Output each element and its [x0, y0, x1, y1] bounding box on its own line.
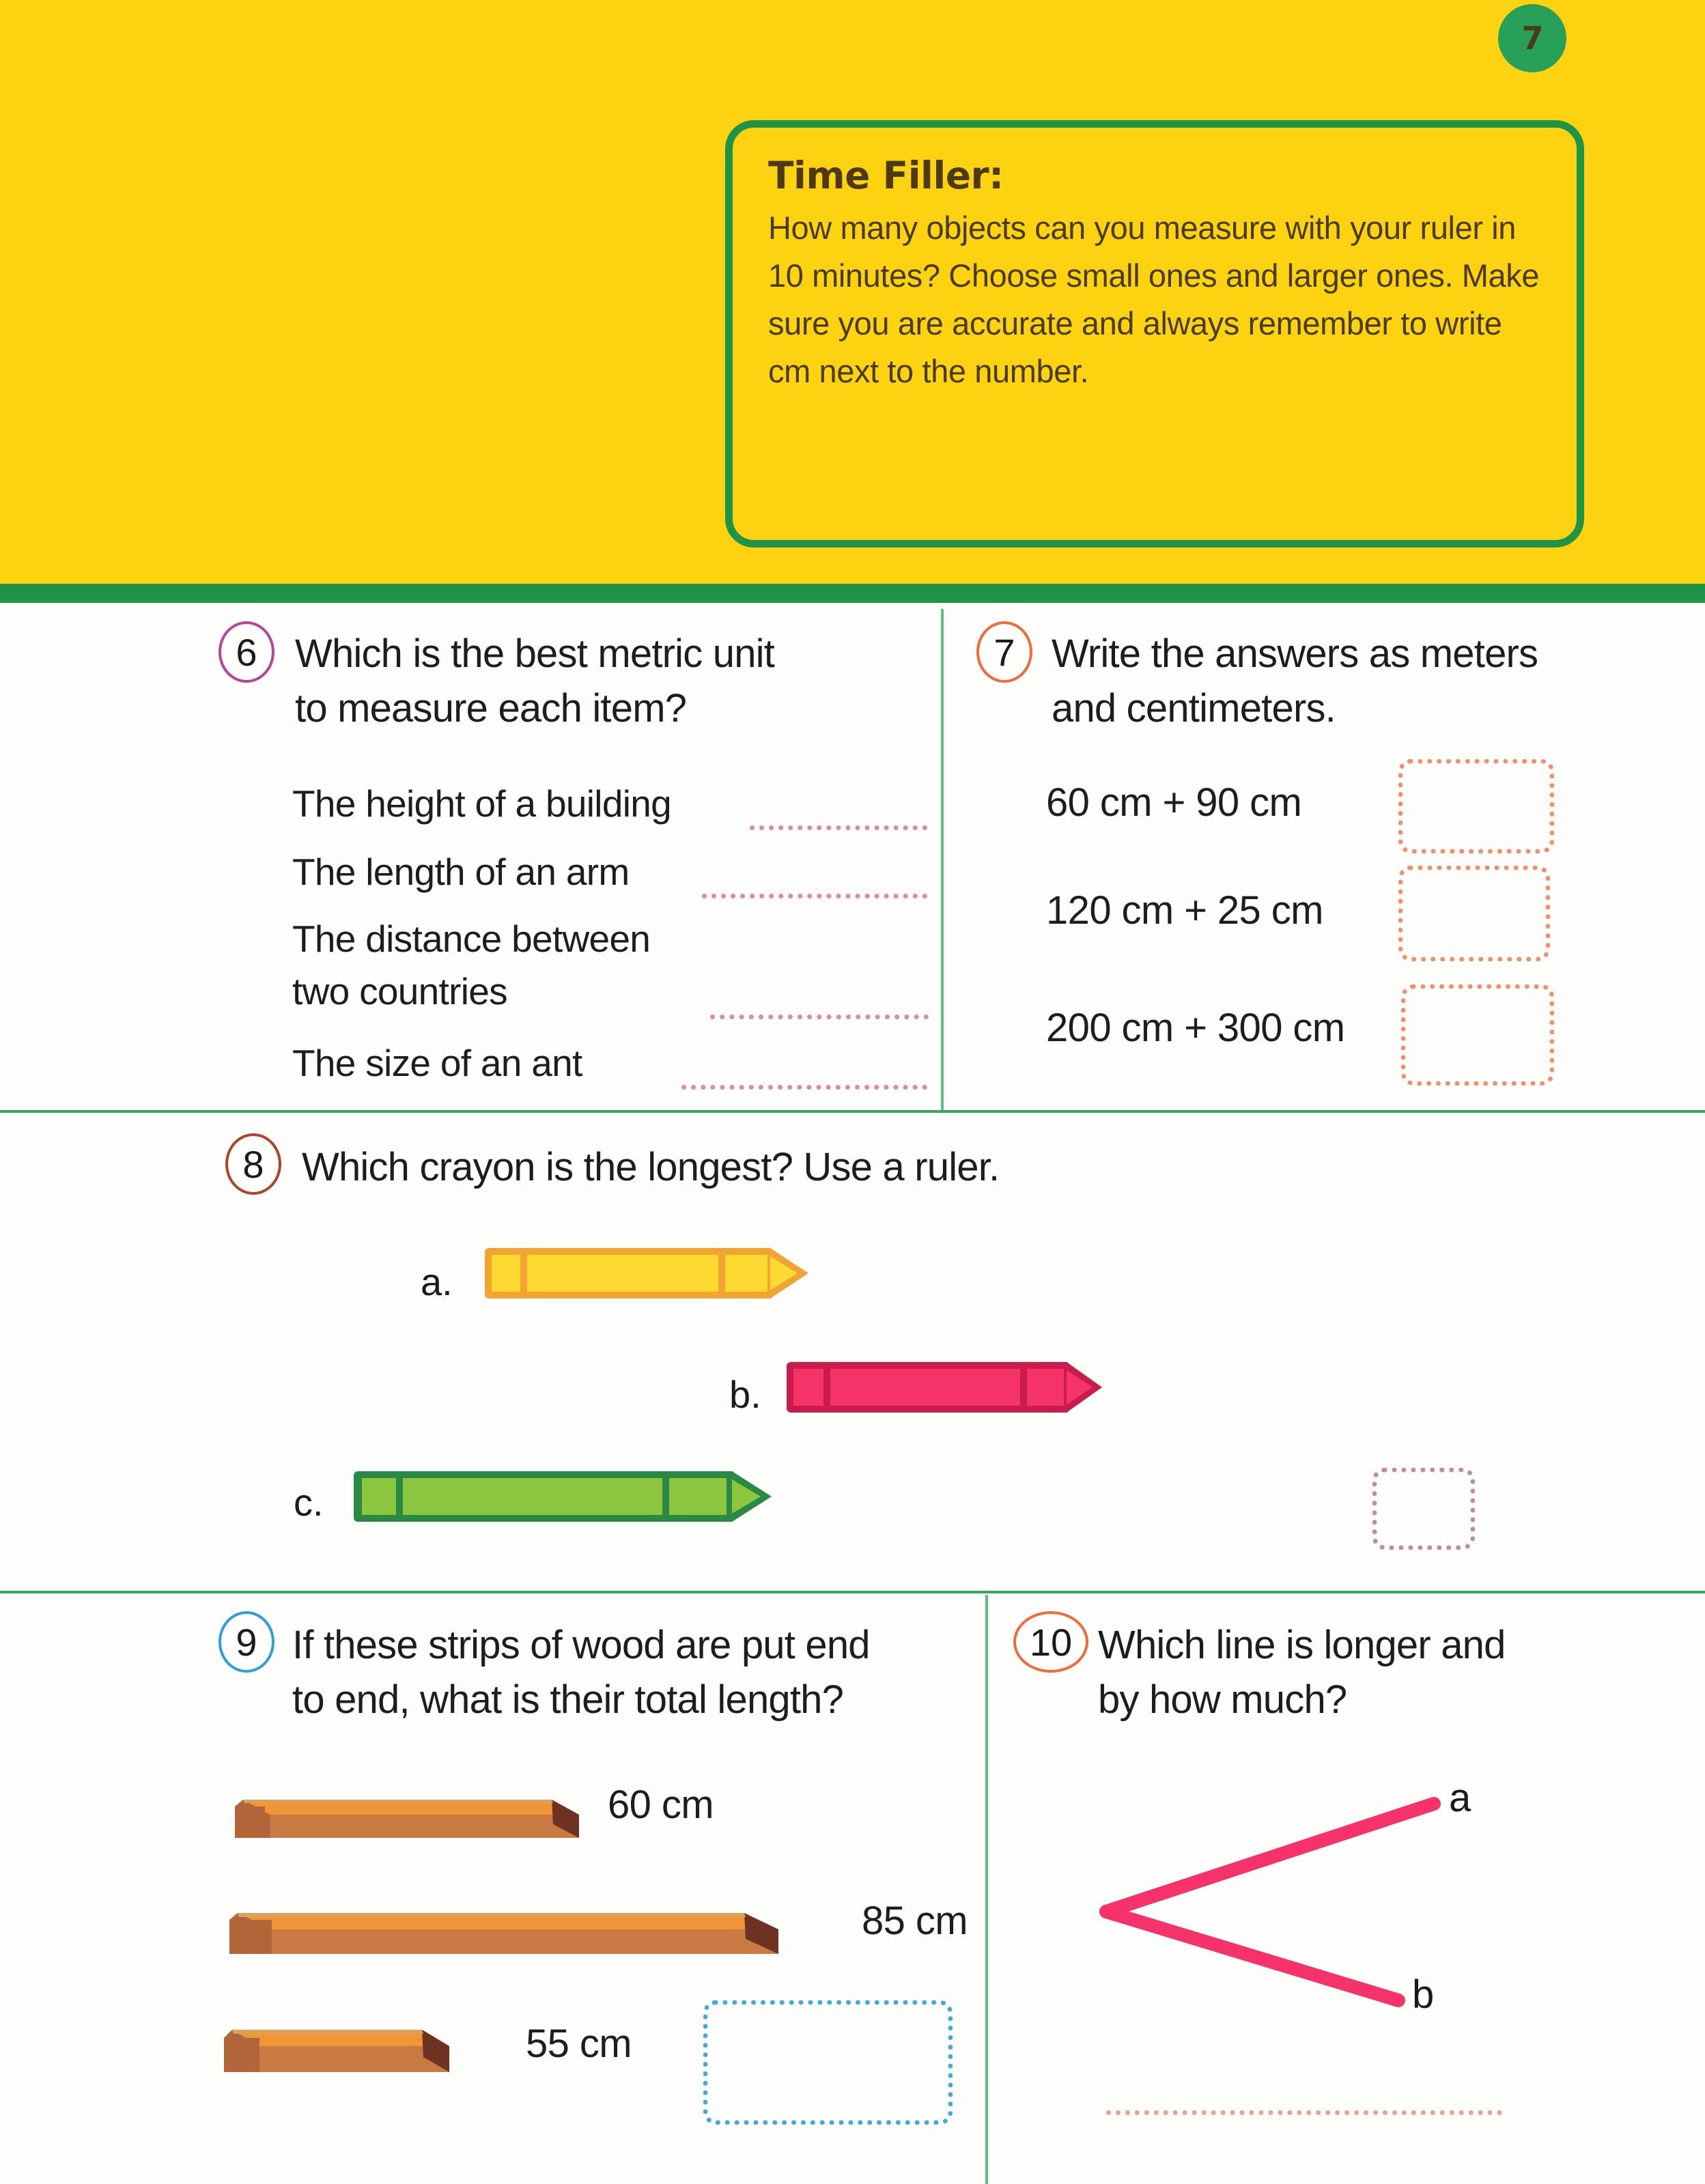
question-7-prompt-line1: Write the answers as meters: [1052, 632, 1538, 676]
crayon-a-label: a.: [421, 1260, 453, 1303]
q10-line-a-label: a: [1449, 1776, 1471, 1820]
question-6-prompt-line1: Which is the best metric unit: [295, 632, 775, 676]
q6-item-2-answer-line[interactable]: [702, 893, 927, 898]
question-7-number: 7: [976, 621, 1032, 683]
wood-strip-3-length: 55 cm: [526, 2022, 632, 2066]
q6-item-2-label: The length of an arm: [292, 851, 630, 893]
crayon-c: [354, 1471, 777, 1522]
q9-answer-box[interactable]: [703, 2000, 953, 2125]
q7-problem-2-expression: 120 cm + 25 cm: [1046, 888, 1323, 933]
q7-problem-2-answer-box[interactable]: [1398, 866, 1550, 961]
q7-problem-1-expression: 60 cm + 90 cm: [1046, 780, 1302, 825]
question-9-number: 9: [219, 1611, 274, 1673]
q7-problem-1-answer-box[interactable]: [1398, 759, 1554, 853]
question-8-prompt: Which crayon is the longest? Use a ruler.: [302, 1145, 1000, 1189]
question-10-prompt-line1: Which line is longer and: [1098, 1623, 1506, 1667]
question-7-prompt-line2: and centimeters.: [1052, 686, 1336, 731]
question-9-prompt-line2: to end, what is their total length?: [292, 1677, 844, 1722]
wood-strip-1: [210, 1775, 593, 1850]
crayon-b-label: b.: [729, 1373, 761, 1416]
crayon-c-label: c.: [294, 1481, 324, 1524]
q6-item-3-label-line2: two countries: [292, 970, 507, 1012]
q10-answer-line[interactable]: [1106, 2110, 1502, 2115]
wood-strip-3: [205, 2004, 492, 2086]
section-rule-q9: [0, 1591, 1705, 1593]
crayon-a: [485, 1248, 806, 1299]
page-number-badge: 7: [1498, 4, 1566, 72]
q6-item-1-label: The height of a building: [292, 782, 672, 825]
divider-q6-q7: [941, 609, 944, 1110]
q6-item-4-label: The size of an ant: [292, 1042, 582, 1084]
question-9-prompt-line1: If these strips of wood are put end: [292, 1623, 870, 1667]
question-8-number: 8: [225, 1133, 281, 1195]
time-filler-body: How many objects can you measure with your ruler in 10 minutes? Choose small ones and larger ones. Make sure you are accurate and always remember to write cm next to the number.: [768, 210, 1540, 389]
q7-problem-3-expression: 200 cm + 300 cm: [1046, 1006, 1345, 1050]
q6-item-4-answer-line[interactable]: [681, 1084, 927, 1090]
question-6-number: 6: [219, 621, 274, 683]
question-10-number: 10: [1013, 1611, 1088, 1673]
question-10-prompt-line2: by how much?: [1098, 1677, 1347, 1722]
crayon-b: [787, 1362, 1094, 1413]
q6-item-3-label-line1: The distance between: [292, 918, 651, 960]
time-filler-title: Time Filler:: [768, 154, 1004, 197]
q6-item-3-answer-line[interactable]: [710, 1014, 929, 1019]
q7-problem-3-answer-box[interactable]: [1401, 984, 1554, 1086]
wood-strip-2: [205, 1891, 819, 1966]
wood-strip-2-length: 85 cm: [862, 1899, 968, 1943]
time-filler-box: [725, 120, 1584, 548]
q8-answer-box[interactable]: [1372, 1468, 1475, 1550]
question-6-prompt-line2: to measure each item?: [295, 686, 687, 731]
q6-item-1-answer-line[interactable]: [750, 825, 927, 830]
q10-line-b-label: b: [1412, 1972, 1435, 2017]
section-rule-q8: [0, 1110, 1705, 1113]
wood-strip-1-length: 60 cm: [608, 1783, 714, 1827]
banner-green-underline: [0, 584, 1705, 603]
divider-q9-q10: [985, 1595, 988, 2184]
q10-angle-lines: [1086, 1775, 1509, 2031]
